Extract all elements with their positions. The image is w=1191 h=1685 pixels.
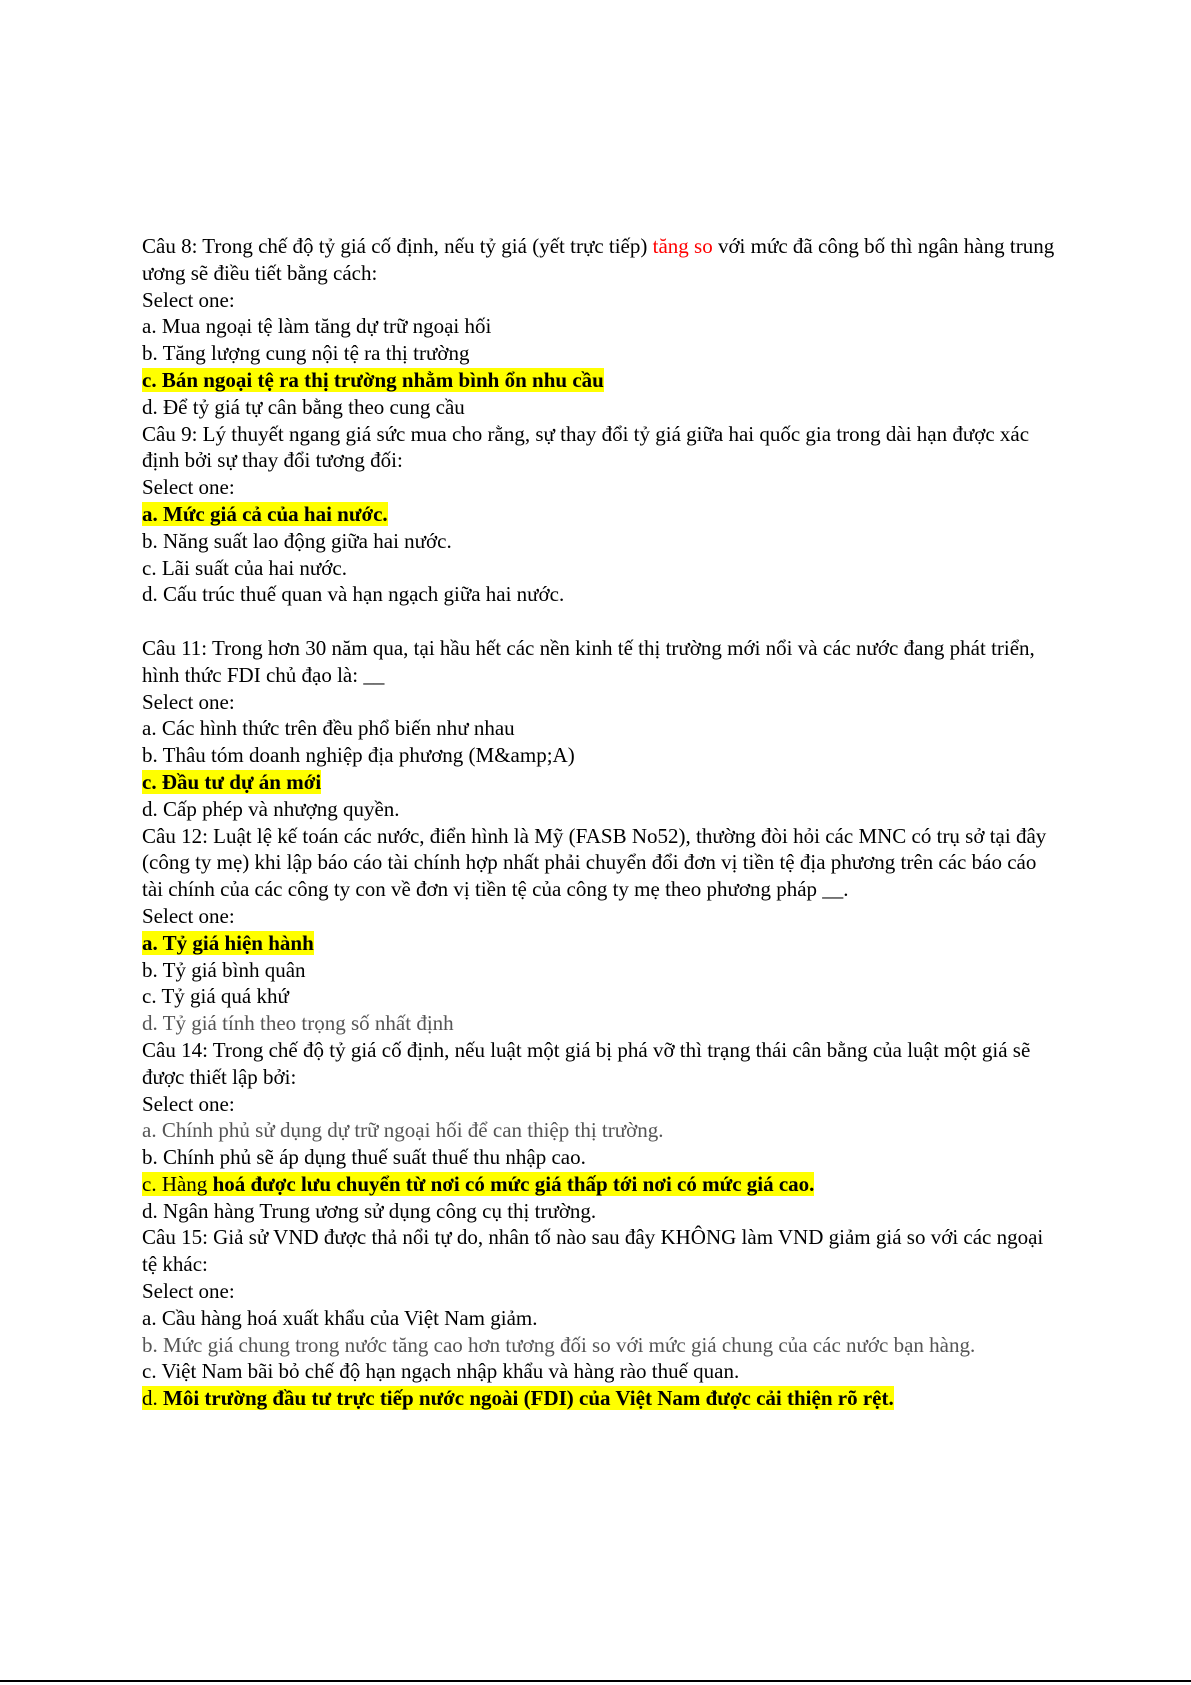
page-bottom-rule [0,1680,1191,1682]
question-14-option-b: b. Chính phủ sẽ áp dụng thuế suất thuế thu nhập cao. [142,1145,586,1170]
question-12-option-c: c. Tỷ giá quá khứ [142,984,289,1009]
question-11-select-label: Select one: [142,689,235,714]
question-14-select-label: Select one: [142,1091,235,1116]
question-15-select-label: Select one: [142,1279,235,1304]
question-9-option-b: b. Năng suất lao động giữa hai nước. [142,528,452,553]
question-11-option-a: a. Các hình thức trên đều phổ biến như nhau [142,716,515,741]
question-12-option-a-answer: a. Tỷ giá hiện hành [142,930,314,955]
question-14-option-d: d. Ngân hàng Trung ương sử dụng công cụ thị trường. [142,1198,597,1223]
question-14-stem: Câu 14: Trong chế độ tỷ giá cố định, nếu luật một giá bị phá vỡ thì trạng thái cân bằng của luật một giá sẽ được thiết lập bởi: [142,1037,1031,1089]
question-8-stem-red: tăng so [652,234,713,258]
question-9-stem: Câu 9: Lý thuyết ngang giá sức mua cho rằng, sự thay đổi tỷ giá giữa hai quốc gia trong dài hạn được xác định bởi sự thay đổi tương đối: [142,421,1030,473]
question-14-option-a: a. Chính phủ sử dụng dự trữ ngoại hối để can thiệp thị trường. [142,1118,664,1143]
question-11-option-b: b. Thâu tóm doanh nghiệp địa phương (M&amp;A) [142,743,575,768]
question-15-option-d-answer [142,1385,1062,1412]
question-11-option-d: d. Cấp phép và nhượng quyền. [142,796,400,821]
question-9-option-d: d. Cấu trúc thuế quan và hạn ngạch giữa hai nước. [142,582,565,607]
question-12-stem: Câu 12: Luật lệ kế toán các nước, điển hình là Mỹ (FASB No52), thường đòi hỏi các MNC có trụ sở tại đây (công ty mẹ) khi lập báo cáo tài chính hợp nhất phải chuyển đổi đơn vị tiền tệ địa phương trên các báo cáo tài chính của các công ty con về đơn vị tiền tệ của công ty mẹ theo phương pháp __. [142,823,1047,902]
question-11-option-c-answer: c. Đầu tư dự án mới [142,769,322,794]
question-8-stem-part1: Câu 8: Trong chế độ tỷ giá cố định, nếu tỷ giá (yết trực tiếp) [142,234,653,258]
question-15-option-c: c. Việt Nam bãi bỏ chế độ hạn ngạch nhập khẩu và hàng rào thuế quan. [142,1359,740,1384]
question-9-option-c: c. Lãi suất của hai nước. [142,555,347,580]
question-9-option-a-answer: a. Mức giá cả của hai nước. [142,501,388,526]
question-15-option-d-bold: Môi trường đầu tư trực tiếp nước ngoài (FDI) của Việt Nam được cải thiện rõ rệt. [163,1386,894,1411]
question-15-option-a: a. Cầu hàng hoá xuất khẩu của Việt Nam giảm. [142,1305,538,1330]
question-14-option-c-prefix: c. Hàng [142,1171,213,1196]
question-12-option-d: d. Tỷ giá tính theo trọng số nhất định [142,1011,454,1036]
question-12-option-b: b. Tỷ giá bình quân [142,957,306,982]
question-8-option-d: d. Để tỷ giá tự cân bằng theo cung cầu [142,394,465,419]
question-8-option-c-answer: c. Bán ngoại tệ ra thị trường nhằm bình ổn nhu cầu [142,367,604,392]
document-page [142,233,1062,1412]
question-12-select-label: Select one: [142,903,235,928]
question-14-option-c-bold: hoá được lưu chuyển từ nơi có mức giá thấp tới nơi có mức giá cao. [212,1171,815,1196]
question-8-stem [142,233,1062,287]
question-14-option-c-answer [142,1171,1062,1198]
question-15-option-b: b. Mức giá chung trong nước tăng cao hơn tương đối so với mức giá chung của các nước bạn hàng. [142,1332,976,1357]
question-15-option-d-prefix: d. [142,1386,163,1411]
question-9-select-label: Select one: [142,475,235,500]
question-8-stem-part2: với mức đã công bố thì ngân hàng trung ương sẽ điều tiết bằng cách: [142,234,1055,285]
question-15-stem: Câu 15: Giả sử VND được thả nổi tự do, nhân tố nào sau đây KHÔNG làm VND giảm giá so với các ngoại tệ khác: [142,1225,1044,1277]
question-8-select-label: Select one: [142,287,235,312]
question-8-option-a: a. Mua ngoại tệ làm tăng dự trữ ngoại hối [142,314,492,339]
question-8-option-b: b. Tăng lượng cung nội tệ ra thị trường [142,341,470,366]
question-11-stem: Câu 11: Trong hơn 30 năm qua, tại hầu hết các nền kinh tế thị trường mới nổi và các nước đang phát triển, hình thức FDI chủ đạo là: __ [142,635,1035,687]
blank-line [142,608,1062,635]
